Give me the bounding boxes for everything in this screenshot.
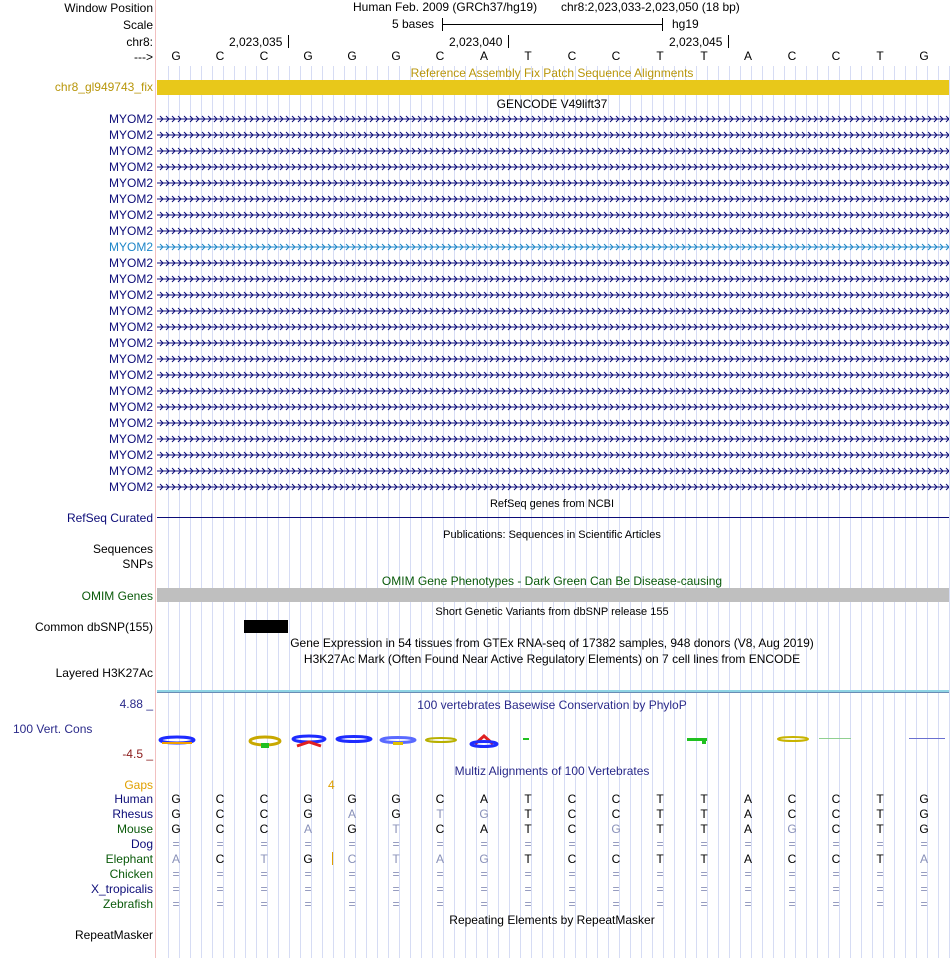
multiz-base: =: [216, 867, 224, 881]
gencode-transcript-bar[interactable]: [157, 258, 949, 268]
gencode-transcript-bar[interactable]: [157, 386, 949, 396]
multiz-base: =: [788, 867, 796, 881]
multiz-base: G: [171, 807, 181, 821]
gencode-transcript-label[interactable]: MYOM2: [108, 144, 153, 158]
multiz-base: C: [831, 807, 841, 821]
logo-mark: [426, 738, 456, 742]
gaps-label: Gaps: [124, 778, 153, 792]
multiz-base: =: [480, 882, 488, 896]
multiz-base: =: [524, 882, 532, 896]
multiz-base: =: [348, 867, 356, 881]
multiz-base: G: [303, 807, 313, 821]
coord-tick: [728, 35, 729, 48]
multiz-base: =: [612, 897, 620, 911]
multiz-base: =: [172, 897, 180, 911]
multiz-base: C: [567, 852, 577, 866]
gencode-transcript-label[interactable]: MYOM2: [108, 240, 153, 254]
multiz-base: C: [787, 792, 797, 806]
multiz-base: A: [479, 792, 488, 806]
multiz-base: =: [348, 897, 356, 911]
multiz-base: =: [216, 897, 224, 911]
multiz-base: =: [436, 867, 444, 881]
multiz-base: =: [436, 897, 444, 911]
logo-mark: [778, 737, 808, 741]
gencode-transcript-bar[interactable]: [157, 370, 949, 380]
multiz-base: T: [656, 807, 664, 821]
multiz-base: =: [260, 897, 268, 911]
track-title-refseq: RefSeq genes from NCBI: [489, 498, 615, 510]
reference-base: T: [524, 49, 532, 63]
multiz-base: G: [347, 822, 357, 836]
multiz-base: =: [832, 837, 840, 851]
logo-mark: [702, 738, 706, 744]
reference-base: G: [391, 49, 401, 63]
track-label-snps[interactable]: SNPs: [122, 557, 153, 571]
gencode-transcript-bar[interactable]: [157, 162, 949, 172]
gencode-transcript-label[interactable]: MYOM2: [108, 224, 153, 238]
multiz-base: C: [259, 822, 269, 836]
multiz-base: =: [172, 867, 180, 881]
multiz-base: =: [832, 867, 840, 881]
multiz-base: C: [831, 822, 841, 836]
gencode-transcript-bar[interactable]: [157, 434, 949, 444]
multiz-base: =: [524, 897, 532, 911]
multiz-base: =: [656, 882, 664, 896]
multiz-base: =: [260, 882, 268, 896]
phylop-min-label: -4.5 _: [122, 747, 153, 761]
reference-base: A: [743, 49, 752, 63]
multiz-base: A: [743, 852, 752, 866]
multiz-base: C: [347, 852, 357, 866]
logo-mark: [337, 737, 371, 742]
gencode-transcript-label[interactable]: MYOM2: [108, 416, 153, 430]
multiz-base: =: [392, 897, 400, 911]
multiz-base: G: [391, 807, 401, 821]
multiz-base: T: [700, 807, 708, 821]
reference-base: C: [611, 49, 621, 63]
multiz-species-label[interactable]: Human: [114, 792, 153, 806]
track-title-dbsnp: Short Genetic Variants from dbSNP release 155: [435, 606, 669, 618]
phylop-conservation-logo[interactable]: [157, 732, 949, 750]
multiz-base: G: [479, 807, 489, 821]
multiz-base: =: [700, 897, 708, 911]
track-title-repeatmasker: Repeating Elements by RepeatMasker: [449, 913, 655, 927]
multiz-base: =: [656, 897, 664, 911]
multiz-base: =: [920, 897, 928, 911]
track-label-100-vert-cons[interactable]: 100 Vert. Cons: [13, 722, 93, 736]
coord-tick-label: 2,023,035: [229, 35, 283, 49]
track-label-omim-genes[interactable]: OMIM Genes: [81, 589, 153, 603]
multiz-base: =: [524, 867, 532, 881]
multiz-base: C: [611, 792, 621, 806]
multiz-base: =: [656, 837, 664, 851]
multiz-base: C: [567, 792, 577, 806]
multiz-base: T: [524, 807, 532, 821]
multiz-base: C: [215, 852, 225, 866]
multiz-base: C: [787, 807, 797, 821]
refseq-gene-line[interactable]: [157, 517, 949, 518]
multiz-base: C: [787, 852, 797, 866]
multiz-base: =: [436, 882, 444, 896]
multiz-base: =: [920, 882, 928, 896]
multiz-base: G: [347, 792, 357, 806]
track-title-fix-patch: Reference Assembly Fix Patch Sequence Alignments: [410, 66, 694, 80]
track-title-gtex: Gene Expression in 54 tissues from GTEx RNA-seq of 17382 samples, 948 donors (V8, Aug 2019): [290, 636, 814, 650]
multiz-base: T: [700, 822, 708, 836]
coord-tick: [288, 35, 289, 48]
multiz-base: A: [919, 852, 928, 866]
gencode-transcript-bar[interactable]: [157, 450, 949, 460]
multiz-species-label[interactable]: Rhesus: [112, 807, 153, 821]
omim-gene-bar[interactable]: [157, 588, 949, 602]
multiz-base: T: [876, 807, 884, 821]
multiz-base: G: [303, 792, 313, 806]
multiz-base: =: [612, 882, 620, 896]
multiz-species-label[interactable]: Chicken: [109, 867, 153, 881]
multiz-base: =: [832, 882, 840, 896]
reference-base: T: [700, 49, 708, 63]
gencode-transcript-label[interactable]: MYOM2: [108, 400, 153, 414]
multiz-base: =: [744, 897, 752, 911]
multiz-species-label[interactable]: Zebrafish: [102, 897, 153, 911]
multiz-base: T: [392, 852, 400, 866]
multiz-base: C: [831, 852, 841, 866]
multiz-base: A: [479, 822, 488, 836]
multiz-base: =: [480, 897, 488, 911]
gencode-transcript-label[interactable]: MYOM2: [108, 336, 153, 350]
gencode-transcript-label[interactable]: MYOM2: [108, 480, 153, 494]
multiz-species-label[interactable]: Mouse: [116, 822, 153, 836]
multiz-base: =: [304, 882, 312, 896]
reference-base: C: [435, 49, 445, 63]
multiz-base: =: [788, 897, 796, 911]
multiz-base: C: [567, 822, 577, 836]
logo-mark: [471, 742, 497, 747]
logo-mark: [162, 742, 192, 744]
multiz-base: =: [348, 882, 356, 896]
gencode-transcript-bar[interactable]: [157, 226, 949, 236]
multiz-base: C: [435, 792, 445, 806]
reference-base: G: [919, 49, 929, 63]
multiz-base: =: [700, 837, 708, 851]
gencode-transcript-bar[interactable]: [157, 322, 949, 332]
multiz-base: C: [611, 852, 621, 866]
logo-mark: [909, 738, 945, 739]
track-label-fix-patch[interactable]: chr8_gl949743_fix: [54, 80, 153, 94]
multiz-base: =: [876, 837, 884, 851]
multiz-base: G: [171, 822, 181, 836]
track-title-gencode: GENCODE V49lift37: [496, 97, 608, 111]
gencode-transcript-label[interactable]: MYOM2: [108, 432, 153, 446]
multiz-base: C: [831, 792, 841, 806]
multiz-base: G: [919, 822, 929, 836]
multiz-base: =: [568, 837, 576, 851]
reference-base: A: [479, 49, 488, 63]
multiz-base: =: [788, 837, 796, 851]
multiz-species-label[interactable]: Elephant: [105, 852, 153, 866]
reference-base: T: [656, 49, 664, 63]
strand-label: --->: [134, 50, 153, 64]
multiz-base: =: [612, 837, 620, 851]
reference-base: C: [259, 49, 269, 63]
multiz-base: T: [436, 807, 444, 821]
gencode-transcript-bar[interactable]: [157, 290, 949, 300]
gencode-transcript-bar[interactable]: [157, 402, 949, 412]
multiz-base: C: [567, 807, 577, 821]
reference-base: G: [347, 49, 357, 63]
gencode-transcript-bar[interactable]: [157, 114, 949, 124]
gencode-transcript-bar[interactable]: [157, 418, 949, 428]
coord-tick-label: 2,023,045: [669, 35, 723, 49]
gencode-transcript-label[interactable]: MYOM2: [108, 304, 153, 318]
gencode-transcript-label[interactable]: MYOM2: [108, 320, 153, 334]
multiz-base: G: [171, 792, 181, 806]
track-title-phylop: 100 vertebrates Basewise Conservation by PhyloP: [417, 698, 687, 712]
gencode-transcript-bar[interactable]: [157, 210, 949, 220]
multiz-base: =: [480, 867, 488, 881]
multiz-base: =: [920, 837, 928, 851]
multiz-base: =: [480, 837, 488, 851]
multiz-base: =: [876, 867, 884, 881]
multiz-base: T: [656, 852, 664, 866]
multiz-base: G: [919, 792, 929, 806]
multiz-base: =: [392, 837, 400, 851]
multiz-base: =: [392, 867, 400, 881]
multiz-base: T: [656, 792, 664, 806]
multiz-base: T: [524, 792, 532, 806]
track-title-omim: OMIM Gene Phenotypes - Dark Green Can Be Disease-causing: [381, 574, 723, 588]
coord-tick-label: 2,023,040: [449, 35, 503, 49]
gencode-transcript-bar[interactable]: [157, 306, 949, 316]
multiz-base: =: [172, 882, 180, 896]
multiz-base: =: [656, 867, 664, 881]
gencode-transcript-label[interactable]: MYOM2: [108, 384, 153, 398]
multiz-base: =: [216, 882, 224, 896]
reference-base: T: [876, 49, 884, 63]
multiz-base: T: [524, 852, 532, 866]
reference-base: G: [303, 49, 313, 63]
phylop-max-label: 4.88 _: [119, 697, 153, 711]
multiz-base: T: [876, 822, 884, 836]
multiz-base: =: [744, 867, 752, 881]
multiz-base: =: [568, 897, 576, 911]
gencode-transcript-label[interactable]: MYOM2: [108, 448, 153, 462]
scale-label: Scale: [122, 18, 153, 32]
multiz-base: T: [392, 822, 400, 836]
multiz-base: T: [876, 792, 884, 806]
multiz-base: G: [303, 852, 313, 866]
multiz-base: =: [304, 897, 312, 911]
logo-mark: [819, 738, 851, 739]
multiz-base: =: [700, 867, 708, 881]
gencode-transcript-bar[interactable]: [157, 466, 949, 476]
window-position-label: Window Position: [64, 1, 153, 15]
track-label-repeatmasker[interactable]: RepeatMasker: [74, 928, 153, 942]
multiz-base: =: [172, 837, 180, 851]
multiz-base: =: [260, 867, 268, 881]
track-label-refseq-curated[interactable]: RefSeq Curated: [66, 511, 153, 525]
gencode-transcript-label[interactable]: MYOM2: [108, 368, 153, 382]
multiz-base: T: [524, 822, 532, 836]
multiz-base: G: [391, 792, 401, 806]
gencode-transcript-label[interactable]: MYOM2: [108, 208, 153, 222]
gencode-transcript-label[interactable]: MYOM2: [108, 288, 153, 302]
multiz-base: =: [700, 882, 708, 896]
logo-mark: [261, 743, 269, 748]
gencode-transcript-label[interactable]: MYOM2: [108, 160, 153, 174]
gencode-transcript-bar[interactable]: [157, 354, 949, 364]
multiz-base: =: [612, 867, 620, 881]
multiz-base: =: [568, 882, 576, 896]
multiz-base: T: [656, 822, 664, 836]
gencode-transcript-bar[interactable]: [157, 242, 949, 252]
multiz-base: =: [304, 837, 312, 851]
multiz-base: =: [348, 837, 356, 851]
gencode-transcript-label[interactable]: MYOM2: [108, 112, 153, 126]
scale-text: 5 bases: [392, 17, 435, 31]
multiz-base: A: [743, 807, 752, 821]
assembly-title: Human Feb. 2009 (GRCh37/hg19): [353, 0, 538, 14]
gencode-transcript-label[interactable]: MYOM2: [108, 128, 153, 142]
coord-tick: [508, 35, 509, 48]
logo-mark: [381, 738, 415, 743]
multiz-base: =: [524, 837, 532, 851]
gencode-transcript-label[interactable]: MYOM2: [108, 352, 153, 366]
reference-base: C: [787, 49, 797, 63]
chr-label: chr8:: [126, 35, 153, 49]
multiz-base: T: [700, 792, 708, 806]
multiz-base: =: [436, 837, 444, 851]
fix-patch-alignment-bar[interactable]: [157, 80, 949, 95]
reference-base: G: [171, 49, 181, 63]
multiz-base: G: [787, 822, 797, 836]
gencode-transcript-bar[interactable]: [157, 338, 949, 348]
multiz-base: =: [260, 837, 268, 851]
gencode-transcript-bar[interactable]: [157, 194, 949, 204]
multiz-base: =: [832, 897, 840, 911]
multiz-base: A: [435, 852, 444, 866]
multiz-species-label[interactable]: Dog: [130, 837, 153, 851]
multiz-base: G: [611, 822, 621, 836]
track-title-h3k27ac: H3K27Ac Mark (Often Found Near Active Regulatory Elements) on 7 cell lines from ENCODE: [303, 652, 801, 666]
multiz-base: C: [215, 792, 225, 806]
gencode-transcript-label[interactable]: MYOM2: [108, 256, 153, 270]
gencode-transcript-bar[interactable]: [157, 274, 949, 284]
multiz-base: G: [919, 807, 929, 821]
gencode-transcript-label[interactable]: MYOM2: [108, 464, 153, 478]
track-label-sequences[interactable]: Sequences: [92, 542, 153, 556]
multiz-base: =: [304, 867, 312, 881]
multiz-base: =: [568, 867, 576, 881]
track-label-common-dbsnp[interactable]: Common dbSNP(155): [34, 620, 153, 634]
multiz-base: C: [259, 807, 269, 821]
multiz-base: A: [303, 822, 312, 836]
dbsnp-variant-block[interactable]: [244, 620, 288, 633]
gencode-transcript-bar[interactable]: [157, 130, 949, 140]
multiz-base: A: [171, 852, 180, 866]
multiz-base: T: [260, 852, 268, 866]
track-label-layered-h3k27ac[interactable]: Layered H3K27Ac: [55, 666, 153, 680]
multiz-base: =: [216, 837, 224, 851]
reference-base: C: [215, 49, 225, 63]
reference-base: C: [567, 49, 577, 63]
multiz-base: C: [215, 807, 225, 821]
gencode-transcript-bar[interactable]: [157, 178, 949, 188]
multiz-base: T: [700, 852, 708, 866]
multiz-base: A: [743, 822, 752, 836]
reference-base: C: [831, 49, 841, 63]
multiz-base: =: [744, 837, 752, 851]
db-text: hg19: [672, 17, 699, 31]
gencode-transcript-bar[interactable]: [157, 146, 949, 156]
multiz-base: C: [435, 822, 445, 836]
gencode-transcript-label[interactable]: MYOM2: [108, 176, 153, 190]
logo-mark: [393, 742, 403, 745]
multiz-base: C: [215, 822, 225, 836]
gencode-transcript-bar[interactable]: [157, 482, 949, 492]
multiz-base: =: [392, 882, 400, 896]
gap-count-marker: 4: [328, 778, 335, 792]
multiz-base: A: [743, 792, 752, 806]
multiz-base: =: [744, 882, 752, 896]
multiz-base: A: [347, 807, 356, 821]
gencode-transcript-label[interactable]: MYOM2: [108, 272, 153, 286]
track-title-multiz: Multiz Alignments of 100 Vertebrates: [454, 764, 650, 778]
logo-mark: [523, 738, 529, 740]
gencode-transcript-label[interactable]: MYOM2: [108, 192, 153, 206]
multiz-base: =: [876, 897, 884, 911]
track-title-publications: Publications: Sequences in Scientific Articles: [443, 529, 661, 541]
multiz-base: G: [479, 852, 489, 866]
multiz-base: =: [788, 882, 796, 896]
multiz-base: T: [876, 852, 884, 866]
multiz-base: C: [259, 792, 269, 806]
position-text: chr8:2,023,033-2,023,050 (18 bp): [561, 0, 740, 14]
multiz-base: C: [611, 807, 621, 821]
multiz-base: =: [920, 867, 928, 881]
multiz-base: =: [876, 882, 884, 896]
multiz-species-label[interactable]: X_tropicalis: [90, 882, 153, 896]
